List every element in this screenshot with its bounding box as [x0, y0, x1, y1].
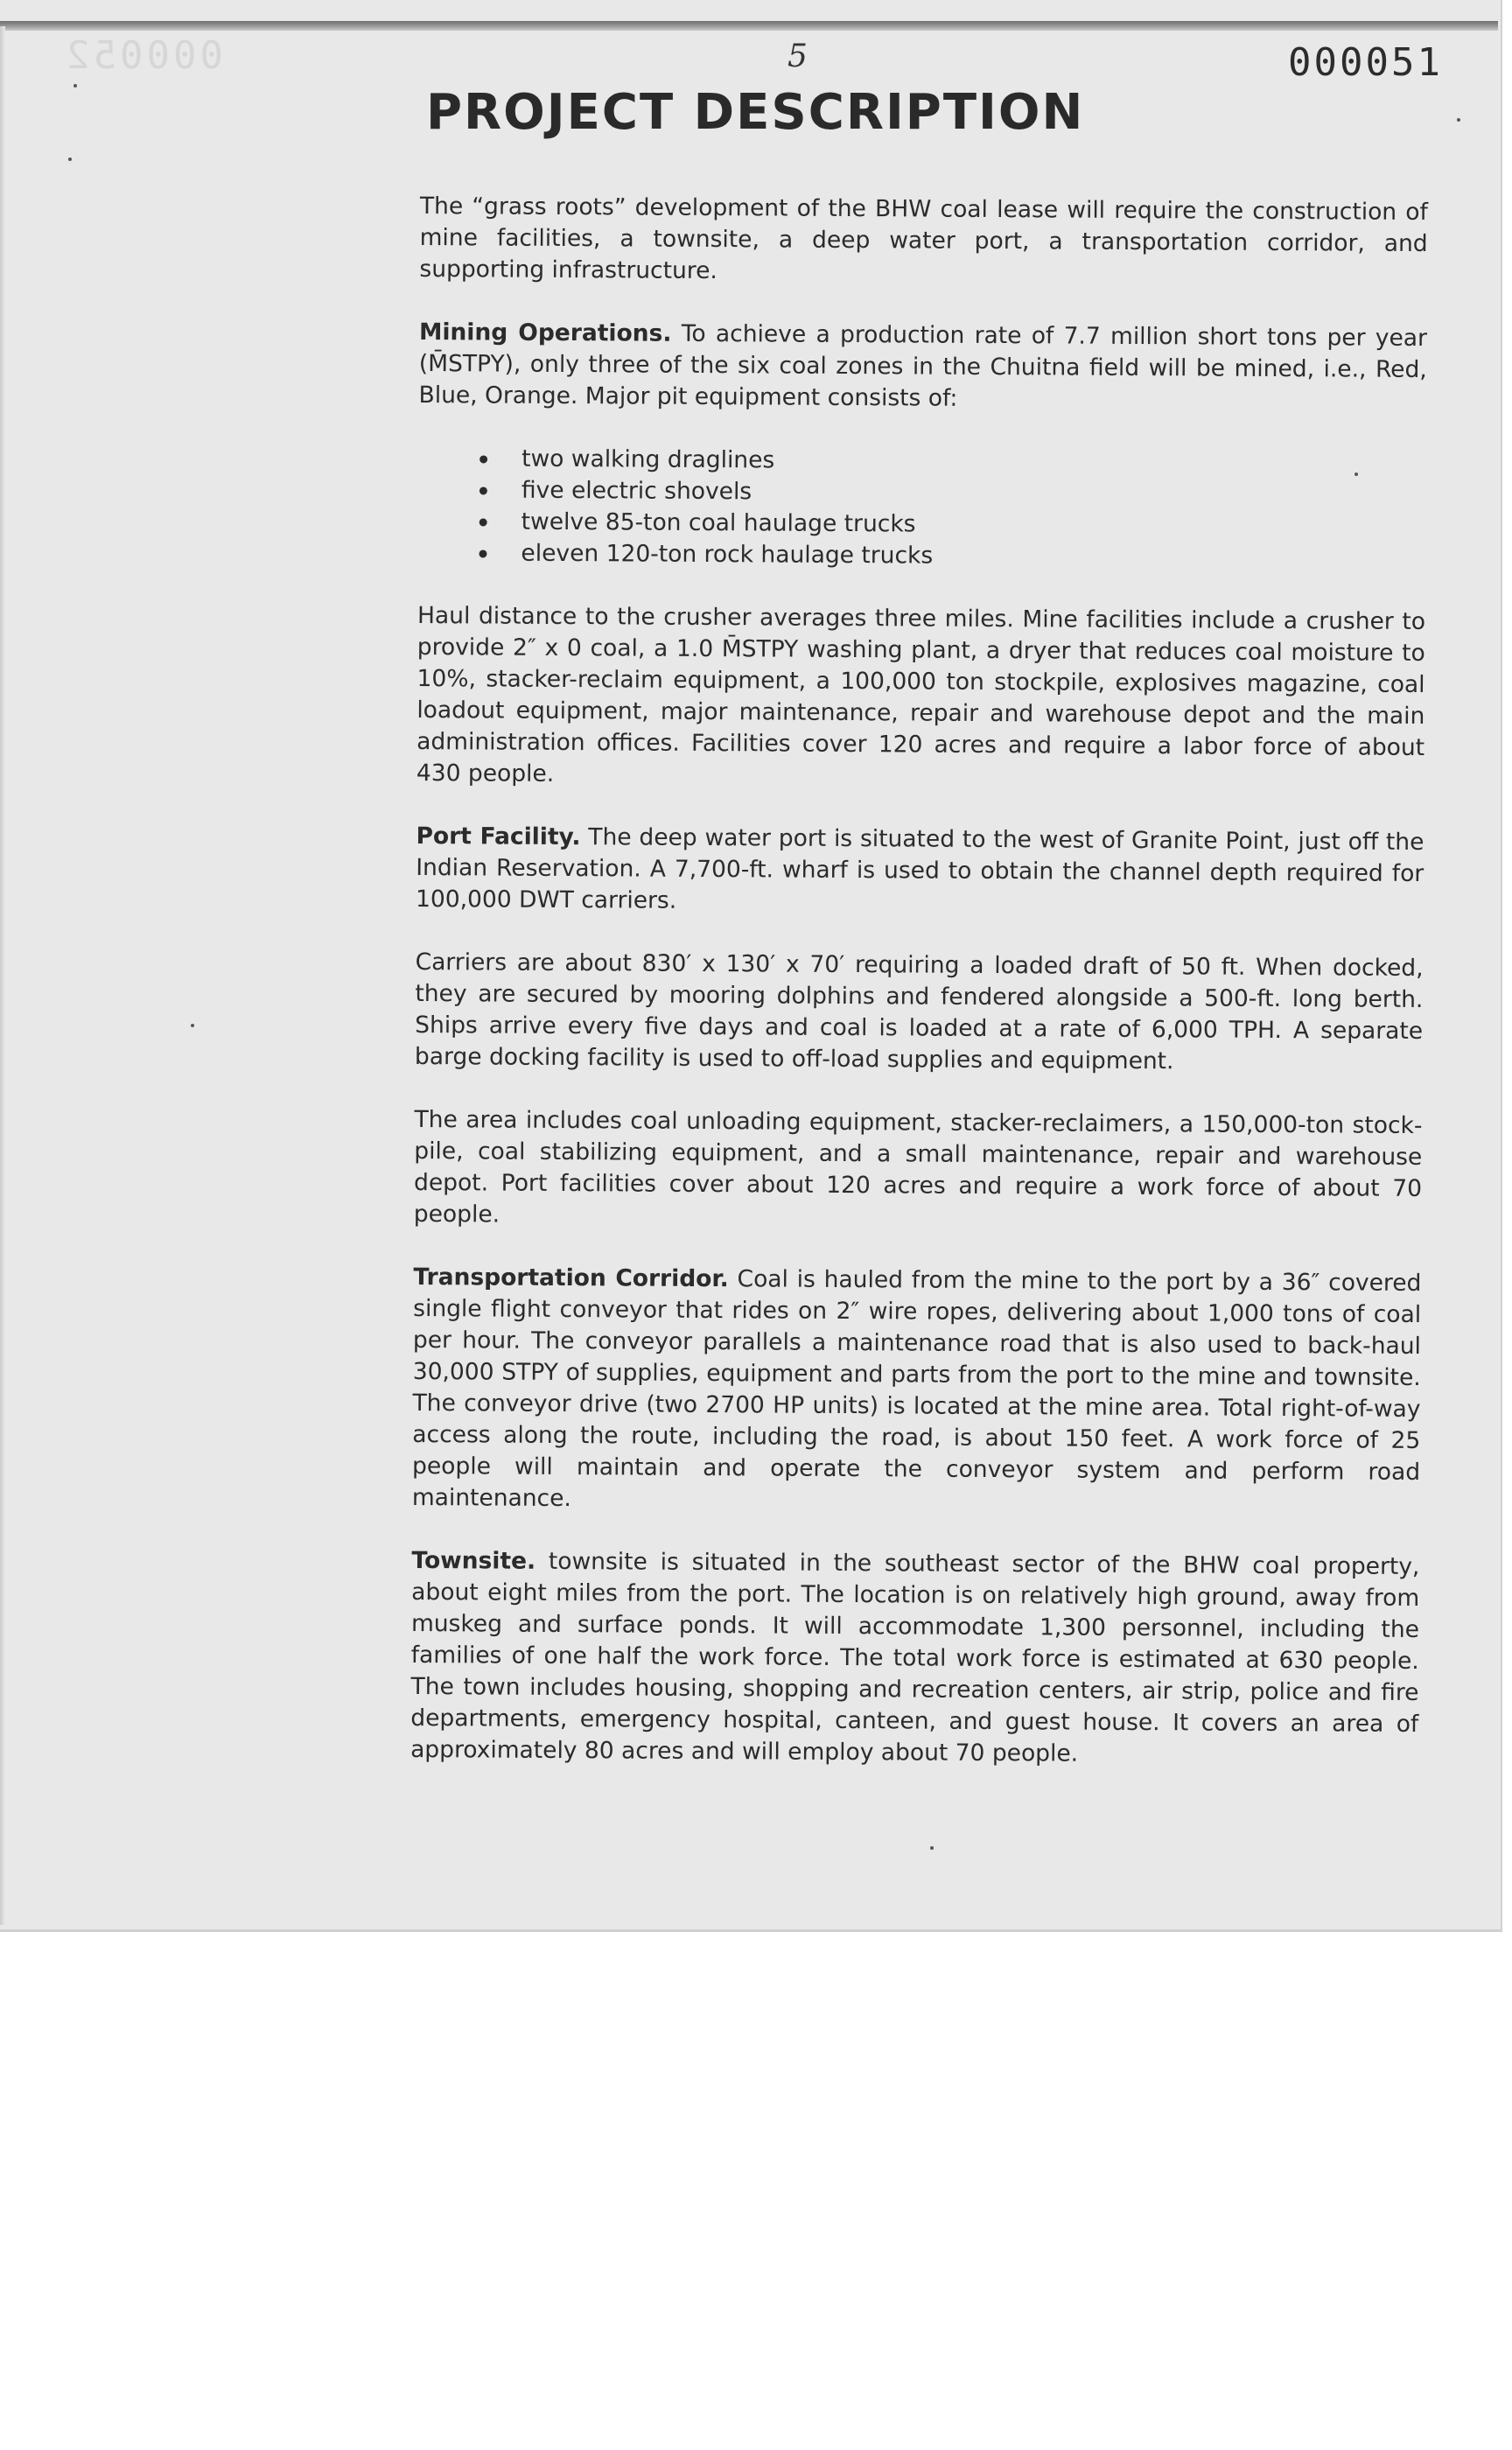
- port-facility-paragraph: [416, 821, 1424, 921]
- transportation-corridor-heading: Transportation Corridor.: [413, 1263, 729, 1293]
- scan-speck: [1354, 472, 1358, 476]
- scan-top-edge: [0, 21, 1498, 31]
- equipment-item-label: eleven 120-ton rock haulage trucks: [521, 539, 934, 570]
- intro-paragraph: The “grass roots” development of the BHW coal lease will require the construction of mine facilities, a townsite, a deep water port, a transportation corridor, and supporting infrastructure.: [419, 192, 1428, 285]
- scan-speck: [74, 84, 77, 88]
- equipment-item-label: twelve 85-ton coal haulage trucks: [521, 508, 916, 538]
- equipment-item-label: five electric shovels: [521, 476, 752, 506]
- page-title: PROJECT DESCRIPTION: [426, 84, 1085, 141]
- haul-distance-paragraph: Haul distance to the crusher averages three miles. Mine facilities include a crusher to provide 2″ x 0 coal, a 1.0 M̄STPY washing plant, a dryer that reduces coal moisture to 10%, stacker-reclaim equipment, a 100,000 ton stockpile, explosives magazine, coal loadout equipment, major maintenance, repair and warehouse depot and the main administration offices. Facilities cover 120 acres and require a labor force of about 430 people.: [416, 601, 1426, 788]
- mining-operations-paragraph: [418, 317, 1427, 417]
- port-area-paragraph: The area includes coal unloading equipment, stacker-reclaimers, a 150,000-ton stock-pile, coal stabilizing equipment, and a small maintenance, repair and warehouse depot. Port facilities cover about 120 acres and require a work force of about 70 people.: [413, 1105, 1423, 1228]
- document-body: [410, 191, 1428, 1803]
- list-item: [479, 537, 1425, 575]
- scan-left-edge: [0, 26, 5, 1925]
- carriers-paragraph: Carriers are about 830′ x 130′ x 70′ requiring a loaded draft of 50 ft. When docked, they are secured by mooring dolphins and fendered alongside a 500-ft. long berth. Ships arrive every five days and coal is loaded at a rate of 6,000 TPH. A separate barge docking facility is used to off-load supplies and equipment.: [414, 948, 1424, 1075]
- transportation-corridor-paragraph: [412, 1262, 1422, 1520]
- transportation-corridor-text: Coal is hauled from the mine to the port by a 36″ covered single flight conveyor that rides on 2″ wire ropes, delivering about 1,000 tons of coal per hour. The conveyor parallels a maintenance road that is also used to back-haul 30,000 STPY of supplies, equipment and parts from the port to the mine and townsite. The conveyor drive (two 2700 HP units) is located at the mine area. Total right-of-way access along the route, including the road, is about 150 feet. A work force of 25 people will maintain and operate the conveyor system and perform road maintenance.: [411, 1265, 1422, 1513]
- bleed-through-number: 000052: [63, 33, 223, 78]
- bullet-icon: [480, 518, 487, 526]
- scan-speck: [930, 1846, 934, 1850]
- equipment-list: [417, 443, 1426, 575]
- scan-speck: [191, 1024, 194, 1027]
- port-facility-text: The deep water port is situated to the west of Granite Point, just off the Indian Reservation. A 7,700-ft. wharf is used to obtain the channel depth required for 100,000 DWT carriers.: [415, 823, 1424, 914]
- handwritten-page-mark: 5: [788, 38, 808, 74]
- scan-speck: [68, 158, 72, 161]
- townsite-heading: Townsite.: [411, 1546, 536, 1575]
- equipment-item-label: two walking draglines: [522, 444, 775, 474]
- townsite-text: townsite is situated in the southeast sector of the BHW coal property, about eight miles from the port. The location is on relatively high ground, away from muskeg and surface ponds. It will accommodate 1,300 personnel, including the families of one half the work force. The total work force is estimated at 630 people. The town includes housing, shopping and recreation centers, air strip, police and fire departments, emergency hospital, canteen, and guest house. It covers an area of approximately 80 acres and will employ about 70 people.: [410, 1547, 1420, 1768]
- port-facility-heading: Port Facility.: [416, 822, 581, 851]
- bullet-icon: [480, 455, 487, 463]
- townsite-paragraph: [410, 1545, 1420, 1772]
- bullet-icon: [480, 486, 487, 494]
- document-number: 000051: [1288, 40, 1443, 85]
- scan-speck: [1457, 118, 1460, 122]
- bullet-icon: [479, 550, 486, 557]
- mining-operations-heading: Mining Operations.: [418, 318, 672, 347]
- mining-operations-text: To achieve a production rate of 7.7 million short tons per year (M̄STPY), only three of the six coal zones in the Chuitna field will be mined, i.e., Red, Blue, Orange. Major pit equipment consists of:: [418, 319, 1428, 412]
